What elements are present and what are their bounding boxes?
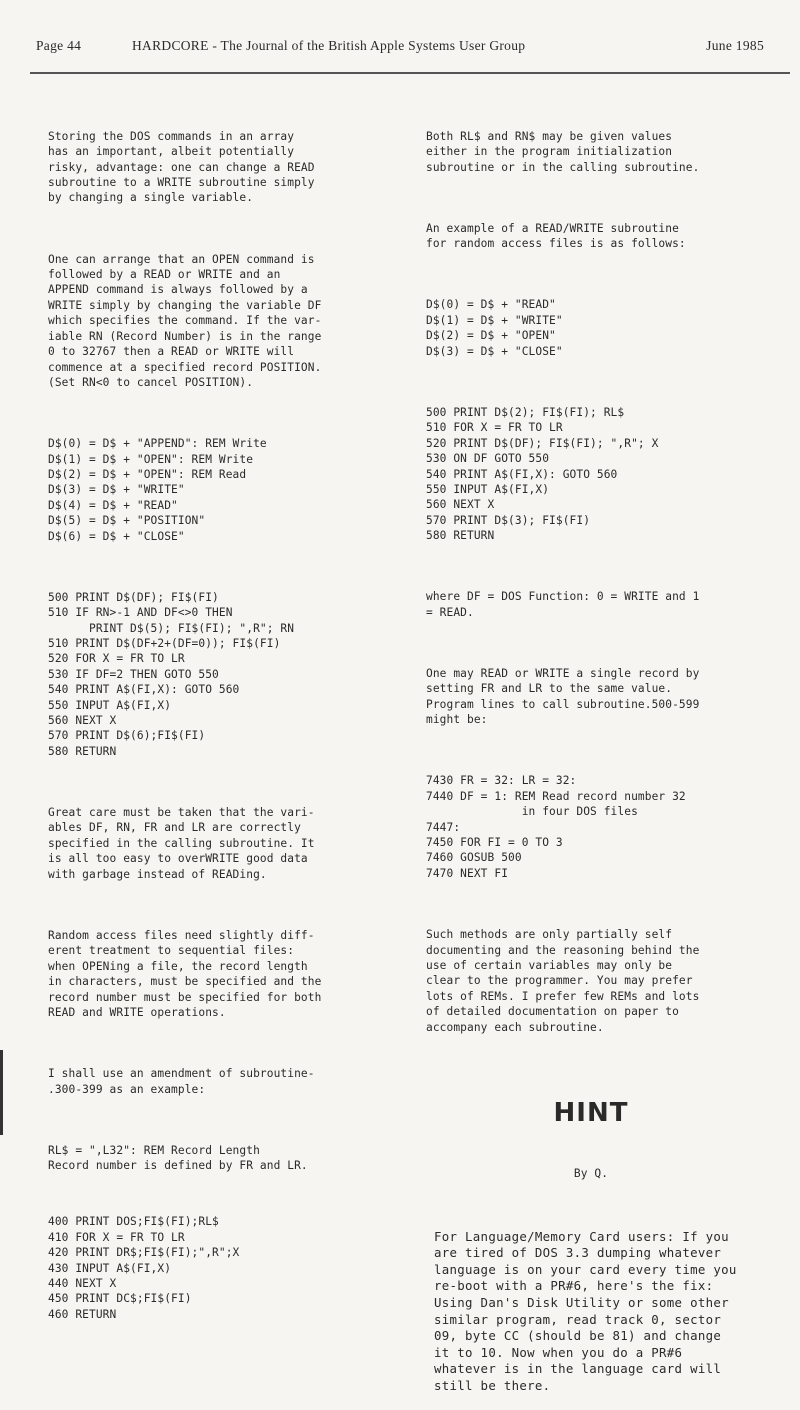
code-listing: D$(0) = D$ + "APPEND": REM Write D$(1) = D$ + "OPEN": REM Write D$(2) = D$ + "OPEN": REM Read D$(3) = D$ + "WRITE" D$(4) = D$ + "READ" D$(5) = D$ + "POSITION" D$(6) = D$ + "CLOSE": [48, 437, 267, 543]
paragraph: Storing the DOS commands in an array has an important, albeit potentially risky, advantage: one can change a READ subroutine to a WRITE subroutine simply by changing a single variable.: [48, 129, 315, 205]
paragraph: Such methods are only partially self documenting and the reasoning behind the use of certain variables may only be clear to the programmer. You may prefer lots of REMs. I prefer few REMs and lots of detailed documentation on paper to accompany each subroutine.: [426, 928, 700, 1034]
paragraph: Great care must be taken that the vari- ables DF, RN, FR and LR are correctly specified in the calling subroutine. It is all too easy to overWRITE good data with garbage instead of READing.: [48, 806, 315, 881]
paragraph: where DF = DOS Function: 0 = WRITE and 1 = READ.: [426, 590, 700, 619]
paragraph: Both RL$ and RN$ may be given values either in the program initialization subroutine or in the calling subroutine.: [426, 129, 700, 174]
hint-body: For Language/Memory Card users: If you are tired of DOS 3.3 dumping whatever language is on your card every time you re-boot with a PR#6, here's the fix: Using Dan's Disk Utility or some other similar program, read track 0, sector 09, byte CC (should be 81) and change it to 10. Now when you do a PR#6 whatever is in the language card will still be there.: [434, 1228, 737, 1393]
right-column: [426, 98, 776, 1410]
code-listing: 400 PRINT DOS;FI$(FI);RL$ 410 FOR X = FR TO LR 420 PRINT DR$;FI$(FI);",R";X 430 INPUT A$(FI,X) 440 NEXT X 450 PRINT DC$;FI$(FI) 460 RETURN: [48, 1215, 240, 1321]
paragraph: One may READ or WRITE a single record by setting FR and LR to the same value. Program lines to call subroutine.500-599 might be:: [426, 667, 700, 727]
paragraph: One can arrange that an OPEN command is followed by a READ or WRITE and an APPEND command is always followed by a WRITE simply by changing the variable DF which specifies the command. If the var- iable RN (Record Number) is in the range 0 to 32767 then a READ or WRITE will commence at a specified record POSITION. (Set RN<0 to cancel POSITION).: [48, 252, 322, 389]
hint-byline: By Q.: [573, 1167, 609, 1181]
header-rule: [30, 72, 790, 74]
code-listing: 500 PRINT D$(2); FI$(FI); RL$ 510 FOR X = FR TO LR 520 PRINT D$(DF); FI$(FI); ",R"; X 530 ON DF GOTO 550 540 PRINT A$(FI,X): GOTO 560 550 INPUT A$(FI,X) 560 NEXT X 570 PRINT D$(3); FI$(FI) 580 RETURN: [426, 405, 659, 543]
hint-heading: HINT: [553, 1098, 629, 1129]
paragraph: Random access files need slightly diff- erent treatment to sequential files: when OPENing a file, the record length in characters, must be specified and the record number must be specified for both READ and WRITE operations.: [48, 928, 322, 1019]
code-listing: D$(0) = D$ + "READ" D$(1) = D$ + "WRITE" D$(2) = D$ + "OPEN" D$(3) = D$ + "CLOSE": [426, 298, 563, 358]
paragraph: An example of a READ/WRITE subroutine for random access files is as follows:: [426, 221, 686, 251]
page-number: Page 44: [36, 38, 82, 53]
left-column: [48, 98, 388, 1348]
journal-title: HARDCORE - The Journal of the British Apple Systems User Group: [132, 38, 526, 53]
code-listing: RL$ = ",L32": REM Record Length Record number is defined by FR and LR.: [48, 1143, 308, 1173]
page-edge-mark: [0, 1050, 3, 1135]
code-listing: 500 PRINT D$(DF); FI$(FI) 510 IF RN>-1 AND DF<>0 THEN PRINT D$(5); FI$(FI); ",R"; RN 510 PRINT D$(DF+2+(DF=0)); FI$(FI) 520 FOR X = FR TO LR 530 IF DF=2 THEN GOTO 550 540 PRINT A$(FI,X): GOTO 560 550 INPUT A$(FI,X) 560 NEXT X 570 PRINT D$(6);FI$(FI) 580 RETURN: [48, 590, 295, 758]
code-listing: 7430 FR = 32: LR = 32: 7440 DF = 1: REM Read record number 32 in four DOS files 7447: 7450 FOR FI = 0 TO 3 7460 GOSUB 500 7470 NEXT FI: [426, 774, 686, 880]
paragraph: I shall use an amendment of subroutine- .300-399 as an example:: [48, 1067, 315, 1096]
issue-date: June 1985: [706, 38, 764, 53]
page-header: [36, 38, 764, 58]
